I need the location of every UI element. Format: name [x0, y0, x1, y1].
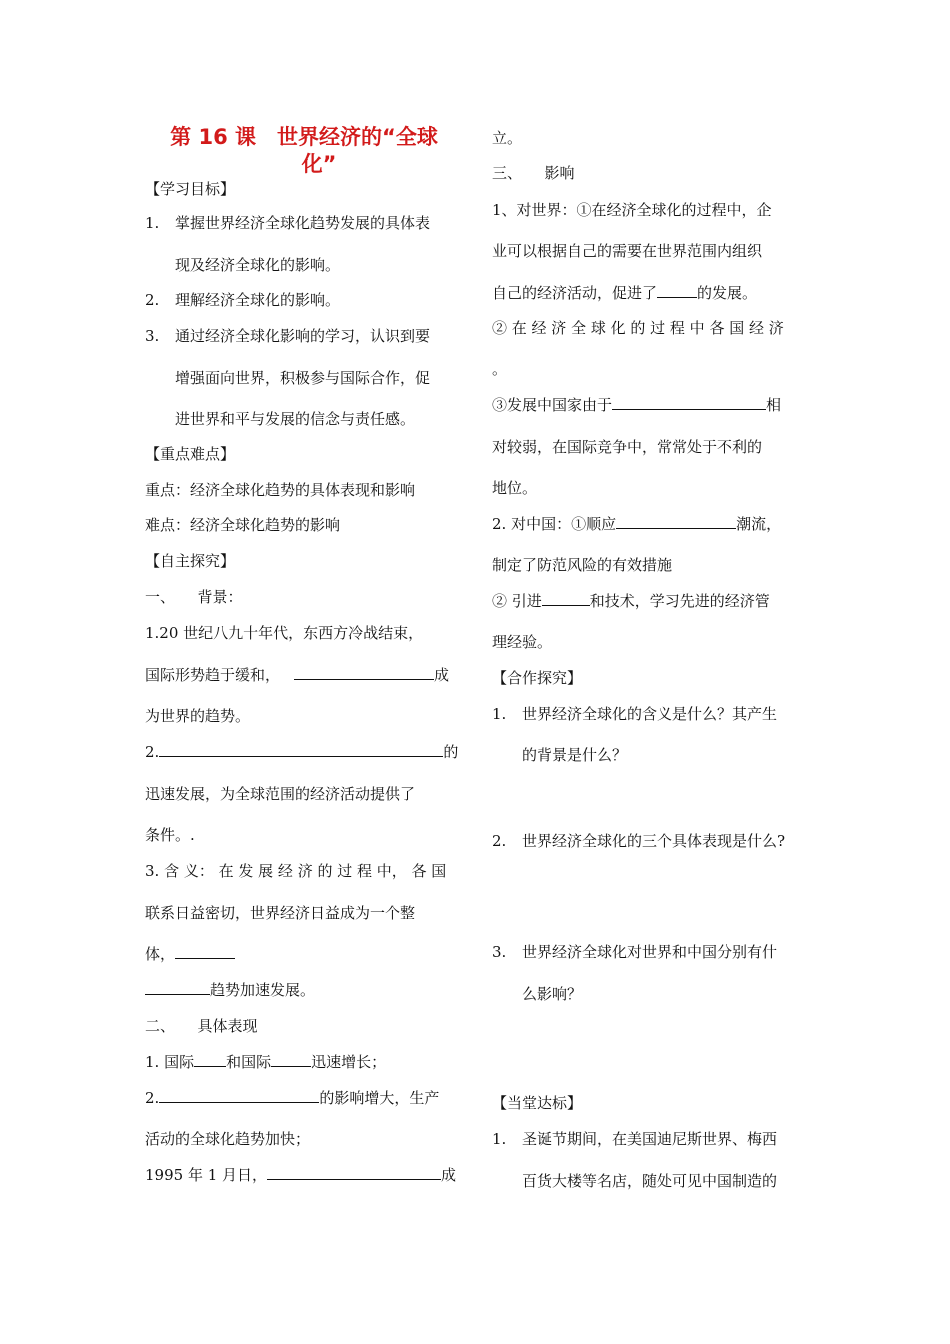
impact-china-line-4: 理经验。 [492, 633, 553, 651]
title-line-1: 第 16 课 世界经济的“全球 [170, 125, 438, 149]
background-2-line-1: 2. 的 [145, 743, 459, 761]
background-3-line-3: 体， [145, 943, 463, 965]
blank [145, 979, 210, 995]
impact-china-line-1: 2. 对中国：①顺应 潮流， [492, 515, 782, 533]
goal-3-line-1: 3. 通过经济全球化影响的学习，认识到要 [145, 327, 431, 345]
blank [657, 282, 697, 298]
impact-china-line-2: 制定了防范风险的有效措施 [492, 556, 673, 574]
key-points: 重点：经济全球化趋势的具体表现和影响 [145, 481, 416, 499]
background-3-line-4: 趋势加速发展。 [145, 979, 463, 1001]
goal-3-line-2: 增强面向世界，积极参与国际合作，促 [175, 369, 431, 387]
impact-world-line-5: 。 [492, 360, 508, 378]
impact-world-line-1: 1、对世界：①在经济全球化的过程中，企 [492, 201, 772, 219]
manifestation-2-line-1: 2. 的影响增大，生产 [145, 1089, 440, 1107]
question-3-line-1: 3. 世界经济全球化对世界和中国分别有什 [492, 943, 778, 961]
question-1-line-2: 的背景是什么？ [522, 746, 628, 764]
blank [542, 590, 590, 606]
impact-china-line-3: ② 引进 和技术，学习先进的经济管 [492, 592, 770, 610]
blank [159, 741, 443, 757]
background-1-line-3: 为世界的趋势。 [145, 707, 251, 725]
background-1-line-2: 国际形势趋于缓和， 成 [145, 666, 450, 684]
manifestation-1: 1. 国际 和国际 迅速增长； [145, 1053, 387, 1071]
blank [159, 1087, 319, 1103]
impact-world-line-3: 自己的经济活动，促进了 的发展。 [492, 284, 758, 302]
lesson-title [145, 124, 463, 178]
goal-1-line-2: 现及经济全球化的影响。 [175, 256, 341, 274]
manifestation-2-line-2: 活动的全球化趋势加快； [145, 1130, 311, 1148]
impact-world-line-6: ③发展中国家由于 相 [492, 396, 782, 414]
goal-1-line-1: 1. 掌握世界经济全球化趋势发展的具体表 [145, 214, 431, 232]
blank [175, 943, 235, 959]
self-study-header: 【自主探究】 [145, 552, 236, 570]
impact-world-line-4: ② 在 经 济 全 球 化 的 过 程 中 各 国 经 济 [492, 319, 784, 337]
background-3-line-2: 联系日益密切，世界经济日益成为一个整 [145, 904, 416, 922]
goal-3-line-3: 进世界和平与发展的信念与责任感。 [175, 410, 416, 428]
manifestation-3: 1995 年 1 月日， 成 [145, 1166, 457, 1184]
test-1-line-1: 1. 圣诞节期间，在美国迪尼斯世界、梅西 [492, 1130, 778, 1148]
blank [267, 1164, 441, 1180]
section-impact: 三、 影响 [492, 164, 575, 182]
impact-world-line-2: 业可以根据自己的需要在世界范围内组织 [492, 242, 763, 260]
test-1-line-2: 百货大楼等名店，随处可见中国制造的 [522, 1172, 778, 1190]
blank [294, 664, 434, 680]
goals-header: 【学习目标】 [145, 180, 236, 198]
title-line-2: 化” [301, 152, 337, 176]
impact-world-line-7: 对较弱，在国际竞争中，常常处于不利的 [492, 438, 763, 456]
key-header: 【重点难点】 [145, 445, 236, 463]
question-2: 2. 世界经济全球化的三个具体表现是什么? [492, 832, 786, 850]
goal-2: 2. 理解经济全球化的影响。 [145, 291, 341, 309]
background-1-line-1: 1.20 世纪八九十年代，东西方冷战结束， [145, 624, 424, 642]
question-1-line-1: 1. 世界经济全球化的含义是什么？其产生 [492, 705, 778, 723]
in-class-header: 【当堂达标】 [492, 1094, 583, 1112]
continued-text: 立。 [492, 129, 523, 147]
section-manifestations: 二、 具体表现 [145, 1017, 258, 1035]
difficult-points: 难点：经济全球化趋势的影响 [145, 516, 341, 534]
blank [616, 513, 736, 529]
impact-world-line-8: 地位。 [492, 479, 538, 497]
blank [271, 1051, 311, 1067]
blank [194, 1051, 226, 1067]
section-background: 一、 背景： [145, 588, 243, 606]
question-3-line-2: 么影响？ [522, 985, 583, 1003]
background-2-line-2: 迅速发展，为全球范围的经济活动提供了 [145, 785, 416, 803]
background-3-line-1: 3. 含 义： 在 发 展 经 济 的 过 程 中， 各 国 [145, 862, 447, 880]
blank [612, 394, 766, 410]
background-2-line-3: 条件。. [145, 826, 195, 844]
cooperation-header: 【合作探究】 [492, 669, 583, 687]
